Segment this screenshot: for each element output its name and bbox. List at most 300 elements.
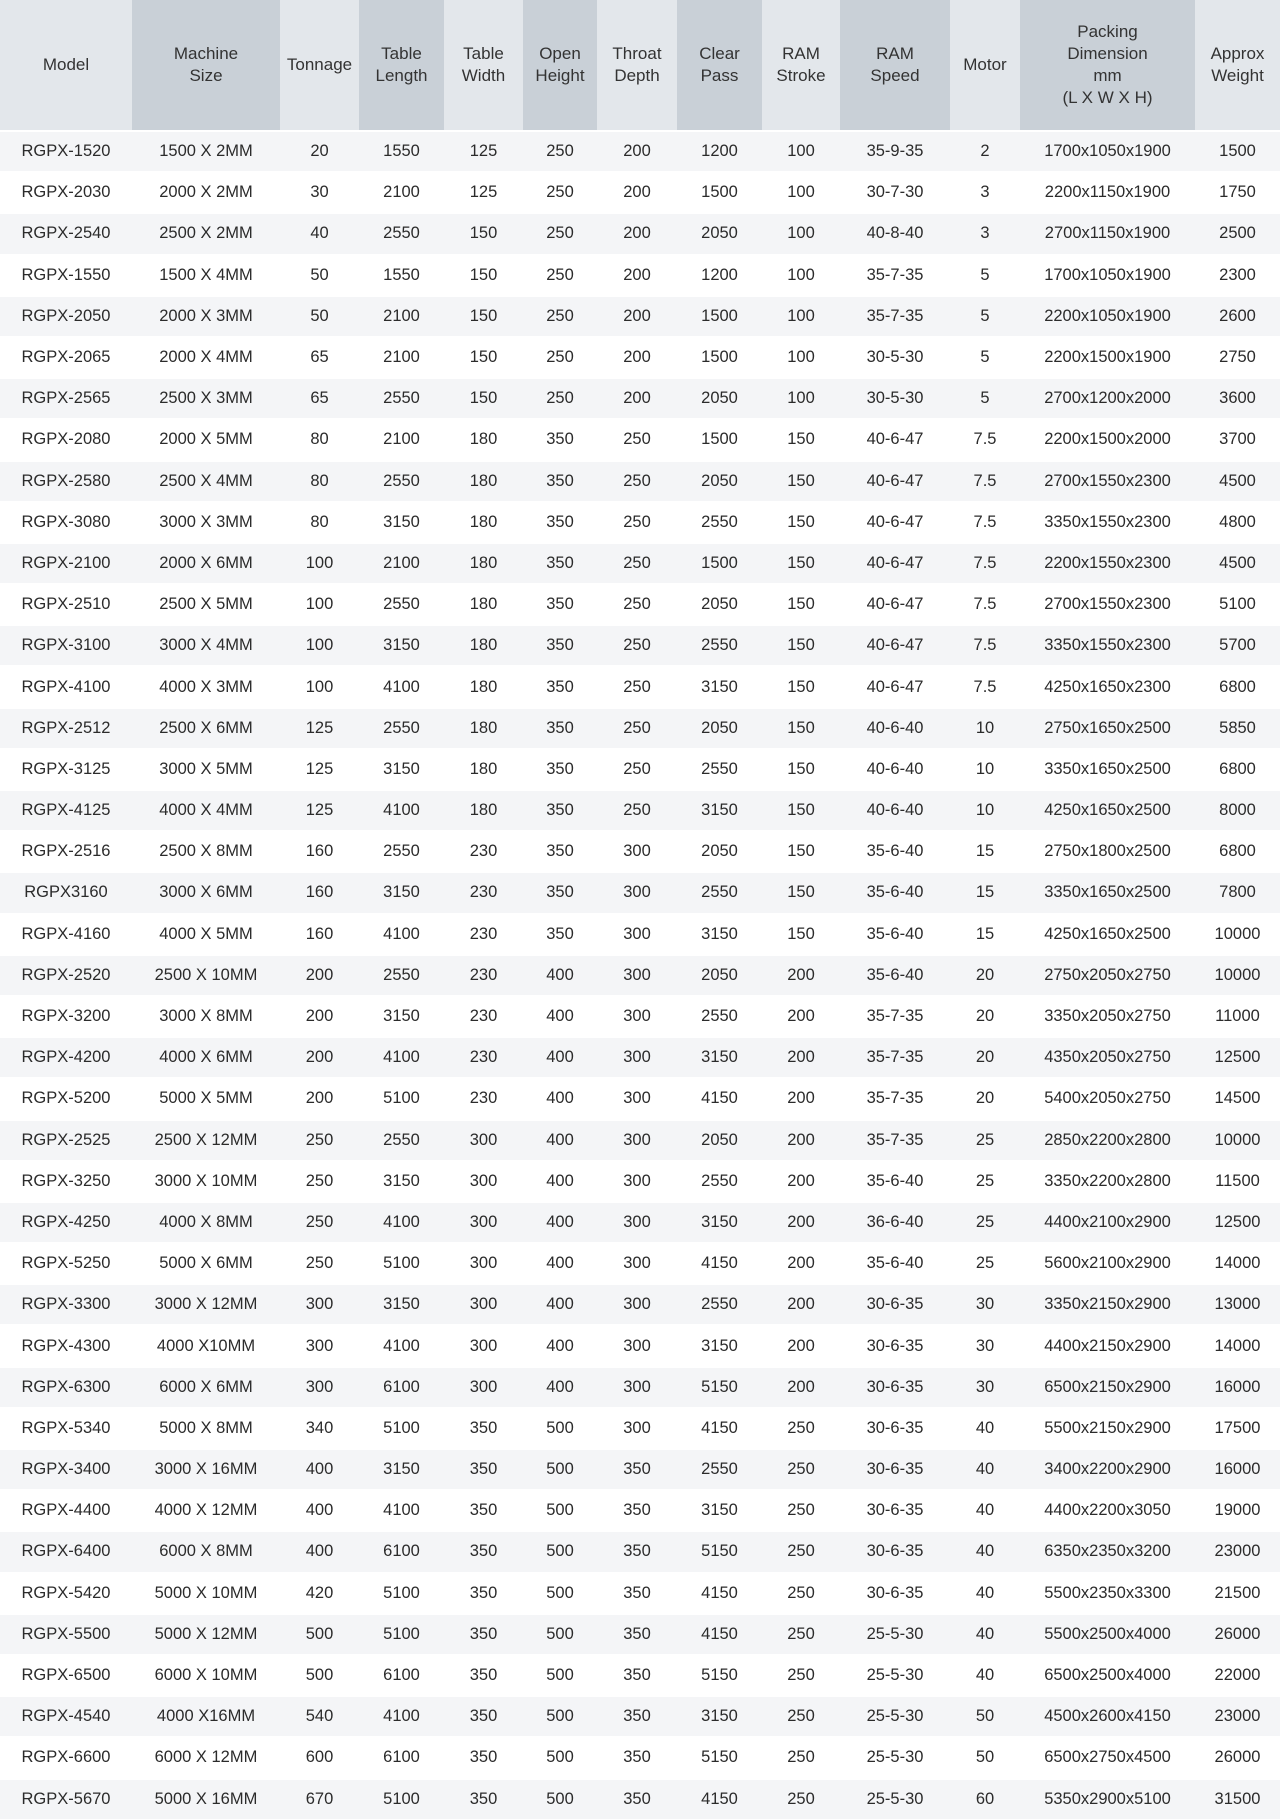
cell-motor: 5 xyxy=(950,255,1020,296)
cell-table-length: 2100 xyxy=(359,296,444,337)
cell-ram-stroke: 200 xyxy=(762,1243,840,1284)
table-row xyxy=(0,914,1280,955)
cell-packing-dimension: 2700x1150x1900 xyxy=(1020,213,1195,254)
col-header-ram-stroke: RAM Stroke xyxy=(762,0,840,131)
cell-ram-speed: 40-6-40 xyxy=(840,790,950,831)
cell-machine-size: 4000 X 12MM xyxy=(132,1490,280,1531)
cell-approx-weight: 21500 xyxy=(1195,1573,1280,1614)
cell-packing-dimension: 5500x2500x4000 xyxy=(1020,1614,1195,1655)
cell-tonnage: 200 xyxy=(280,1037,359,1078)
cell-motor: 50 xyxy=(950,1737,1020,1778)
cell-packing-dimension: 4250x1650x2300 xyxy=(1020,666,1195,707)
cell-open-height: 350 xyxy=(523,831,597,872)
cell-ram-stroke: 150 xyxy=(762,790,840,831)
cell-throat-depth: 300 xyxy=(597,1120,677,1161)
cell-ram-speed: 40-6-47 xyxy=(840,584,950,625)
cell-throat-depth: 350 xyxy=(597,1449,677,1490)
cell-approx-weight: 10000 xyxy=(1195,1120,1280,1161)
cell-table-length: 4100 xyxy=(359,666,444,707)
cell-motor: 30 xyxy=(950,1367,1020,1408)
cell-approx-weight: 16000 xyxy=(1195,1367,1280,1408)
col-header-packing-dimension: Packing Dimension mm (L X W X H) xyxy=(1020,0,1195,131)
cell-approx-weight: 22000 xyxy=(1195,1655,1280,1696)
cell-throat-depth: 250 xyxy=(597,419,677,460)
cell-ram-speed: 40-6-47 xyxy=(840,419,950,460)
cell-ram-stroke: 150 xyxy=(762,914,840,955)
cell-throat-depth: 300 xyxy=(597,1367,677,1408)
cell-tonnage: 65 xyxy=(280,337,359,378)
cell-approx-weight: 26000 xyxy=(1195,1614,1280,1655)
cell-packing-dimension: 5400x2050x2750 xyxy=(1020,1078,1195,1119)
cell-table-length: 5100 xyxy=(359,1573,444,1614)
cell-throat-depth: 250 xyxy=(597,502,677,543)
cell-clear-pass: 1200 xyxy=(677,131,762,172)
cell-approx-weight: 23000 xyxy=(1195,1531,1280,1572)
cell-table-length: 3150 xyxy=(359,872,444,913)
cell-table-width: 150 xyxy=(444,378,523,419)
table-row xyxy=(0,1325,1280,1366)
cell-table-length: 6100 xyxy=(359,1737,444,1778)
cell-throat-depth: 200 xyxy=(597,378,677,419)
cell-table-length: 2550 xyxy=(359,831,444,872)
cell-packing-dimension: 3350x1550x2300 xyxy=(1020,625,1195,666)
cell-table-width: 230 xyxy=(444,955,523,996)
cell-machine-size: 4000 X 5MM xyxy=(132,914,280,955)
col-header-model: Model xyxy=(0,0,132,131)
cell-approx-weight: 14000 xyxy=(1195,1243,1280,1284)
cell-tonnage: 400 xyxy=(280,1490,359,1531)
cell-packing-dimension: 3350x1550x2300 xyxy=(1020,502,1195,543)
cell-table-width: 350 xyxy=(444,1696,523,1737)
cell-ram-stroke: 100 xyxy=(762,378,840,419)
cell-machine-size: 5000 X 5MM xyxy=(132,1078,280,1119)
cell-open-height: 500 xyxy=(523,1531,597,1572)
cell-model: RGPX-5200 xyxy=(0,1078,132,1119)
cell-ram-speed: 40-6-40 xyxy=(840,708,950,749)
cell-ram-speed: 40-6-40 xyxy=(840,749,950,790)
cell-approx-weight: 14000 xyxy=(1195,1325,1280,1366)
cell-clear-pass: 1500 xyxy=(677,543,762,584)
cell-table-width: 350 xyxy=(444,1531,523,1572)
table-row xyxy=(0,625,1280,666)
cell-throat-depth: 300 xyxy=(597,1037,677,1078)
cell-machine-size: 2500 X 12MM xyxy=(132,1120,280,1161)
cell-open-height: 250 xyxy=(523,131,597,172)
cell-machine-size: 3000 X 10MM xyxy=(132,1161,280,1202)
cell-ram-speed: 35-7-35 xyxy=(840,296,950,337)
cell-ram-stroke: 250 xyxy=(762,1531,840,1572)
cell-table-width: 125 xyxy=(444,131,523,172)
cell-open-height: 350 xyxy=(523,461,597,502)
cell-throat-depth: 200 xyxy=(597,337,677,378)
cell-ram-speed: 30-5-30 xyxy=(840,337,950,378)
cell-throat-depth: 200 xyxy=(597,255,677,296)
table-row xyxy=(0,1367,1280,1408)
cell-model: RGPX-3250 xyxy=(0,1161,132,1202)
cell-ram-stroke: 150 xyxy=(762,708,840,749)
cell-table-width: 180 xyxy=(444,543,523,584)
cell-packing-dimension: 2700x1200x2000 xyxy=(1020,378,1195,419)
cell-packing-dimension: 4350x2050x2750 xyxy=(1020,1037,1195,1078)
cell-approx-weight: 5850 xyxy=(1195,708,1280,749)
cell-tonnage: 500 xyxy=(280,1614,359,1655)
cell-tonnage: 125 xyxy=(280,708,359,749)
cell-throat-depth: 250 xyxy=(597,584,677,625)
cell-packing-dimension: 3350x1650x2500 xyxy=(1020,749,1195,790)
cell-clear-pass: 2550 xyxy=(677,872,762,913)
cell-table-length: 4100 xyxy=(359,1696,444,1737)
table-row xyxy=(0,1531,1280,1572)
cell-clear-pass: 2050 xyxy=(677,461,762,502)
cell-table-width: 180 xyxy=(444,749,523,790)
cell-machine-size: 5000 X 6MM xyxy=(132,1243,280,1284)
cell-ram-stroke: 100 xyxy=(762,296,840,337)
col-header-approx-weight: Approx Weight xyxy=(1195,0,1280,131)
cell-model: RGPX-3300 xyxy=(0,1284,132,1325)
cell-motor: 10 xyxy=(950,790,1020,831)
cell-machine-size: 2500 X 5MM xyxy=(132,584,280,625)
cell-motor: 40 xyxy=(950,1655,1020,1696)
cell-ram-speed: 35-6-40 xyxy=(840,955,950,996)
cell-machine-size: 4000 X16MM xyxy=(132,1696,280,1737)
cell-machine-size: 4000 X 4MM xyxy=(132,790,280,831)
cell-packing-dimension: 4400x2200x3050 xyxy=(1020,1490,1195,1531)
cell-ram-speed: 35-7-35 xyxy=(840,1078,950,1119)
cell-packing-dimension: 3400x2200x2900 xyxy=(1020,1449,1195,1490)
cell-table-length: 5100 xyxy=(359,1779,444,1819)
cell-packing-dimension: 2200x1500x2000 xyxy=(1020,419,1195,460)
cell-ram-speed: 30-6-35 xyxy=(840,1367,950,1408)
cell-ram-speed: 25-5-30 xyxy=(840,1779,950,1819)
cell-ram-stroke: 100 xyxy=(762,213,840,254)
cell-table-width: 230 xyxy=(444,1078,523,1119)
cell-ram-stroke: 250 xyxy=(762,1696,840,1737)
cell-packing-dimension: 2850x2200x2800 xyxy=(1020,1120,1195,1161)
table-row xyxy=(0,1573,1280,1614)
cell-open-height: 250 xyxy=(523,337,597,378)
cell-ram-speed: 35-7-35 xyxy=(840,255,950,296)
cell-open-height: 250 xyxy=(523,213,597,254)
cell-approx-weight: 19000 xyxy=(1195,1490,1280,1531)
cell-throat-depth: 250 xyxy=(597,708,677,749)
cell-clear-pass: 2050 xyxy=(677,955,762,996)
cell-table-width: 180 xyxy=(444,419,523,460)
cell-open-height: 350 xyxy=(523,666,597,707)
cell-table-length: 1550 xyxy=(359,255,444,296)
cell-motor: 50 xyxy=(950,1696,1020,1737)
cell-open-height: 400 xyxy=(523,1325,597,1366)
cell-model: RGPX-2516 xyxy=(0,831,132,872)
table-row xyxy=(0,1449,1280,1490)
cell-table-width: 350 xyxy=(444,1490,523,1531)
cell-packing-dimension: 4400x2150x2900 xyxy=(1020,1325,1195,1366)
cell-table-length: 5100 xyxy=(359,1078,444,1119)
cell-ram-stroke: 250 xyxy=(762,1449,840,1490)
cell-tonnage: 340 xyxy=(280,1408,359,1449)
cell-model: RGPX-4250 xyxy=(0,1202,132,1243)
cell-motor: 20 xyxy=(950,996,1020,1037)
cell-ram-speed: 25-5-30 xyxy=(840,1696,950,1737)
cell-packing-dimension: 4250x1650x2500 xyxy=(1020,790,1195,831)
cell-clear-pass: 2550 xyxy=(677,1449,762,1490)
col-header-clear-pass: Clear Pass xyxy=(677,0,762,131)
cell-open-height: 250 xyxy=(523,296,597,337)
cell-table-width: 350 xyxy=(444,1779,523,1819)
cell-motor: 7.5 xyxy=(950,502,1020,543)
cell-throat-depth: 200 xyxy=(597,296,677,337)
cell-ram-stroke: 100 xyxy=(762,337,840,378)
table-row xyxy=(0,584,1280,625)
cell-open-height: 500 xyxy=(523,1655,597,1696)
cell-approx-weight: 4500 xyxy=(1195,461,1280,502)
cell-approx-weight: 4800 xyxy=(1195,502,1280,543)
cell-model: RGPX-4125 xyxy=(0,790,132,831)
cell-clear-pass: 1500 xyxy=(677,296,762,337)
cell-throat-depth: 250 xyxy=(597,749,677,790)
cell-throat-depth: 350 xyxy=(597,1696,677,1737)
cell-table-width: 180 xyxy=(444,666,523,707)
header-row xyxy=(0,0,1280,131)
cell-table-width: 230 xyxy=(444,872,523,913)
cell-machine-size: 3000 X 8MM xyxy=(132,996,280,1037)
table-row xyxy=(0,1614,1280,1655)
cell-ram-stroke: 200 xyxy=(762,1037,840,1078)
cell-machine-size: 2000 X 2MM xyxy=(132,172,280,213)
cell-open-height: 250 xyxy=(523,172,597,213)
cell-clear-pass: 3150 xyxy=(677,1037,762,1078)
cell-open-height: 350 xyxy=(523,790,597,831)
cell-tonnage: 125 xyxy=(280,749,359,790)
cell-packing-dimension: 5500x2150x2900 xyxy=(1020,1408,1195,1449)
cell-open-height: 500 xyxy=(523,1614,597,1655)
cell-table-length: 3150 xyxy=(359,502,444,543)
cell-table-width: 300 xyxy=(444,1284,523,1325)
cell-throat-depth: 350 xyxy=(597,1490,677,1531)
cell-ram-stroke: 150 xyxy=(762,584,840,625)
cell-approx-weight: 8000 xyxy=(1195,790,1280,831)
cell-ram-speed: 35-6-40 xyxy=(840,914,950,955)
cell-tonnage: 50 xyxy=(280,296,359,337)
cell-ram-stroke: 150 xyxy=(762,831,840,872)
cell-table-length: 4100 xyxy=(359,1490,444,1531)
cell-table-length: 2550 xyxy=(359,1120,444,1161)
cell-packing-dimension: 2200x1550x2300 xyxy=(1020,543,1195,584)
cell-table-width: 350 xyxy=(444,1573,523,1614)
cell-clear-pass: 4150 xyxy=(677,1408,762,1449)
cell-open-height: 500 xyxy=(523,1779,597,1819)
table-row xyxy=(0,1120,1280,1161)
cell-table-width: 150 xyxy=(444,296,523,337)
cell-packing-dimension: 2750x2050x2750 xyxy=(1020,955,1195,996)
cell-model: RGPX-2565 xyxy=(0,378,132,419)
cell-ram-stroke: 250 xyxy=(762,1573,840,1614)
cell-tonnage: 80 xyxy=(280,502,359,543)
cell-motor: 7.5 xyxy=(950,543,1020,584)
cell-tonnage: 20 xyxy=(280,131,359,172)
cell-table-width: 230 xyxy=(444,914,523,955)
cell-packing-dimension: 5500x2350x3300 xyxy=(1020,1573,1195,1614)
cell-clear-pass: 4150 xyxy=(677,1078,762,1119)
cell-packing-dimension: 3350x1650x2500 xyxy=(1020,872,1195,913)
table-row xyxy=(0,1490,1280,1531)
cell-approx-weight: 2600 xyxy=(1195,296,1280,337)
cell-ram-speed: 35-9-35 xyxy=(840,131,950,172)
cell-open-height: 350 xyxy=(523,625,597,666)
cell-tonnage: 200 xyxy=(280,1078,359,1119)
cell-ram-stroke: 150 xyxy=(762,749,840,790)
cell-table-length: 6100 xyxy=(359,1531,444,1572)
cell-approx-weight: 1500 xyxy=(1195,131,1280,172)
cell-ram-speed: 25-5-30 xyxy=(840,1614,950,1655)
cell-ram-speed: 30-5-30 xyxy=(840,378,950,419)
cell-table-length: 2100 xyxy=(359,419,444,460)
cell-table-length: 6100 xyxy=(359,1655,444,1696)
cell-table-width: 180 xyxy=(444,790,523,831)
cell-table-width: 230 xyxy=(444,996,523,1037)
cell-clear-pass: 4150 xyxy=(677,1243,762,1284)
cell-open-height: 500 xyxy=(523,1737,597,1778)
cell-table-width: 350 xyxy=(444,1408,523,1449)
cell-table-length: 3150 xyxy=(359,625,444,666)
cell-clear-pass: 2550 xyxy=(677,996,762,1037)
cell-table-width: 150 xyxy=(444,255,523,296)
cell-clear-pass: 3150 xyxy=(677,1696,762,1737)
cell-motor: 40 xyxy=(950,1531,1020,1572)
cell-tonnage: 200 xyxy=(280,955,359,996)
cell-tonnage: 160 xyxy=(280,872,359,913)
cell-ram-stroke: 250 xyxy=(762,1614,840,1655)
cell-table-length: 4100 xyxy=(359,1037,444,1078)
cell-ram-speed: 40-8-40 xyxy=(840,213,950,254)
cell-motor: 3 xyxy=(950,213,1020,254)
cell-packing-dimension: 4250x1650x2500 xyxy=(1020,914,1195,955)
cell-open-height: 400 xyxy=(523,1161,597,1202)
cell-approx-weight: 12500 xyxy=(1195,1037,1280,1078)
cell-table-length: 5100 xyxy=(359,1408,444,1449)
cell-ram-speed: 40-6-47 xyxy=(840,543,950,584)
cell-model: RGPX-2520 xyxy=(0,955,132,996)
cell-tonnage: 670 xyxy=(280,1779,359,1819)
table-row xyxy=(0,1779,1280,1819)
cell-clear-pass: 1500 xyxy=(677,172,762,213)
cell-throat-depth: 300 xyxy=(597,1408,677,1449)
cell-tonnage: 400 xyxy=(280,1531,359,1572)
cell-model: RGPX-6300 xyxy=(0,1367,132,1408)
table-row xyxy=(0,749,1280,790)
cell-model: RGPX-4100 xyxy=(0,666,132,707)
cell-open-height: 400 xyxy=(523,1202,597,1243)
cell-table-length: 3150 xyxy=(359,1161,444,1202)
cell-throat-depth: 300 xyxy=(597,1325,677,1366)
col-header-table-width: Table Width xyxy=(444,0,523,131)
cell-machine-size: 5000 X 10MM xyxy=(132,1573,280,1614)
cell-table-length: 4100 xyxy=(359,790,444,831)
cell-packing-dimension: 6350x2350x3200 xyxy=(1020,1531,1195,1572)
cell-motor: 7.5 xyxy=(950,666,1020,707)
cell-model: RGPX-2100 xyxy=(0,543,132,584)
cell-ram-stroke: 100 xyxy=(762,255,840,296)
cell-clear-pass: 1200 xyxy=(677,255,762,296)
cell-ram-speed: 40-6-47 xyxy=(840,461,950,502)
cell-ram-stroke: 200 xyxy=(762,1120,840,1161)
cell-ram-speed: 25-5-30 xyxy=(840,1655,950,1696)
cell-clear-pass: 2550 xyxy=(677,749,762,790)
table-row xyxy=(0,543,1280,584)
cell-clear-pass: 4150 xyxy=(677,1614,762,1655)
cell-ram-speed: 30-6-35 xyxy=(840,1408,950,1449)
cell-table-width: 350 xyxy=(444,1449,523,1490)
cell-tonnage: 65 xyxy=(280,378,359,419)
cell-tonnage: 300 xyxy=(280,1367,359,1408)
cell-approx-weight: 26000 xyxy=(1195,1737,1280,1778)
cell-approx-weight: 14500 xyxy=(1195,1078,1280,1119)
cell-open-height: 500 xyxy=(523,1573,597,1614)
cell-clear-pass: 3150 xyxy=(677,1325,762,1366)
cell-ram-speed: 35-6-40 xyxy=(840,831,950,872)
cell-approx-weight: 3700 xyxy=(1195,419,1280,460)
cell-table-length: 2100 xyxy=(359,172,444,213)
cell-throat-depth: 300 xyxy=(597,872,677,913)
cell-machine-size: 2000 X 6MM xyxy=(132,543,280,584)
cell-approx-weight: 5700 xyxy=(1195,625,1280,666)
cell-table-width: 230 xyxy=(444,831,523,872)
table-row xyxy=(0,296,1280,337)
cell-ram-stroke: 250 xyxy=(762,1408,840,1449)
cell-open-height: 350 xyxy=(523,543,597,584)
cell-throat-depth: 250 xyxy=(597,461,677,502)
cell-approx-weight: 13000 xyxy=(1195,1284,1280,1325)
cell-model: RGPX-5420 xyxy=(0,1573,132,1614)
cell-table-length: 2550 xyxy=(359,378,444,419)
cell-machine-size: 3000 X 4MM xyxy=(132,625,280,666)
cell-throat-depth: 300 xyxy=(597,1284,677,1325)
cell-ram-speed: 35-6-40 xyxy=(840,872,950,913)
cell-table-length: 2100 xyxy=(359,543,444,584)
cell-ram-speed: 35-7-35 xyxy=(840,996,950,1037)
table-row xyxy=(0,172,1280,213)
cell-motor: 3 xyxy=(950,172,1020,213)
cell-motor: 40 xyxy=(950,1614,1020,1655)
cell-open-height: 400 xyxy=(523,1078,597,1119)
cell-approx-weight: 16000 xyxy=(1195,1449,1280,1490)
cell-table-length: 6100 xyxy=(359,1367,444,1408)
table-row xyxy=(0,1696,1280,1737)
cell-table-width: 180 xyxy=(444,502,523,543)
table-row xyxy=(0,831,1280,872)
cell-machine-size: 2000 X 3MM xyxy=(132,296,280,337)
cell-machine-size: 4000 X 3MM xyxy=(132,666,280,707)
col-header-table-length: Table Length xyxy=(359,0,444,131)
cell-ram-stroke: 200 xyxy=(762,1325,840,1366)
cell-open-height: 350 xyxy=(523,502,597,543)
cell-packing-dimension: 6500x2150x2900 xyxy=(1020,1367,1195,1408)
cell-machine-size: 6000 X 6MM xyxy=(132,1367,280,1408)
cell-throat-depth: 250 xyxy=(597,790,677,831)
cell-approx-weight: 23000 xyxy=(1195,1696,1280,1737)
cell-approx-weight: 10000 xyxy=(1195,914,1280,955)
cell-packing-dimension: 2700x1550x2300 xyxy=(1020,584,1195,625)
cell-motor: 5 xyxy=(950,296,1020,337)
cell-table-length: 2550 xyxy=(359,955,444,996)
cell-tonnage: 600 xyxy=(280,1737,359,1778)
table-row xyxy=(0,872,1280,913)
cell-ram-stroke: 150 xyxy=(762,419,840,460)
cell-machine-size: 2500 X 10MM xyxy=(132,955,280,996)
cell-approx-weight: 1750 xyxy=(1195,172,1280,213)
cell-table-length: 2550 xyxy=(359,213,444,254)
cell-throat-depth: 200 xyxy=(597,213,677,254)
cell-table-width: 350 xyxy=(444,1737,523,1778)
